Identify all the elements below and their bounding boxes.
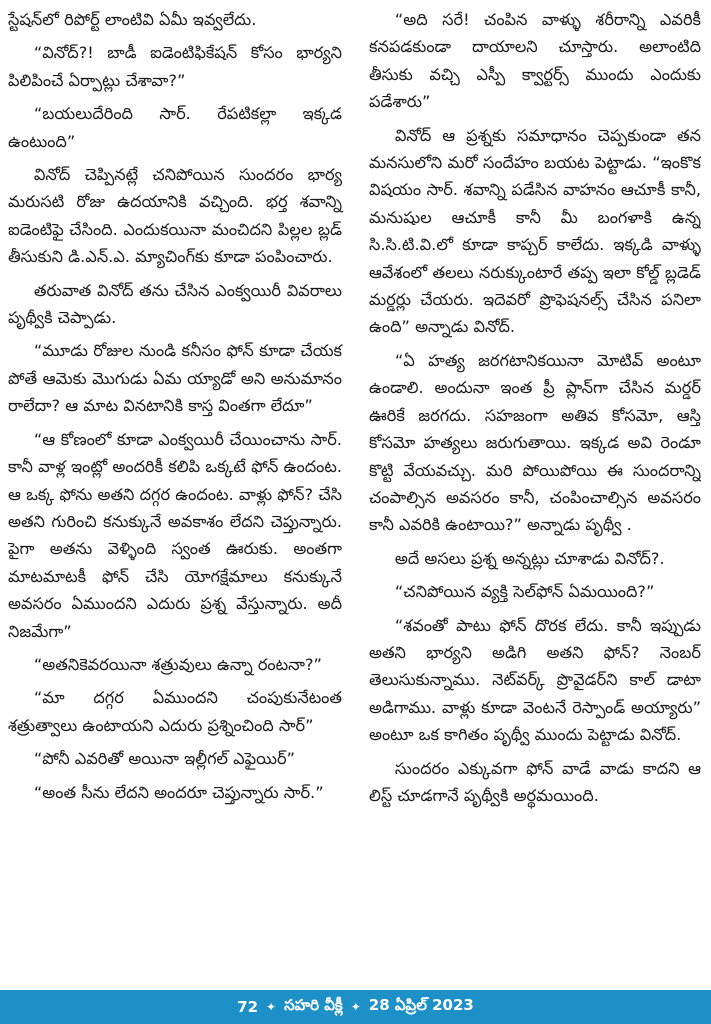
page-number: 72 — [237, 998, 259, 1016]
paragraph: “ఆ కోణంలో కూడా ఎంక్వయిరీ చేయించాను సార్. కానీ వాళ్ల ఇంట్లో అందరికీ కలిపి ఒక్కటే ఫోన్ ఉందంట. ఆ ఒక్క ఫోను అతని దగ్గర ఉందంట. వాళ్లు ఫోన్? చేసి అతని గురించి కనుక్కునే అవకాశం లేదని చెప్తున్నారు. పైగా అతను వెళ్ళింది స్వంత ఊరుకు. అంతగా మాటమాటకీ ఫోన్ చేసి యోగక్షేమాలు కనుక్కునే అవసరం ఏముందని ఎదురు ప్రశ్న వేస్తున్నారు. అదీ నిజమేగా” — [8, 429, 342, 641]
paragraph: “అంత సీను లేదని అందరూ చెప్తున్నారు సార్.” — [33, 782, 324, 802]
star-separator-icon: ✦ — [266, 1000, 277, 1014]
paragraph: స్టేషన్‌లో రిపోర్ట్ లాంటివి ఏమీ ఇవ్వలేదు. — [8, 10, 257, 29]
paragraph: “ఏ హత్య జరగటానికయినా మోటివ్ అంటూ ఉండాలి. అందునా ఇంత ప్రీ ప్లాన్‌గా చేసిన మర్డర్ ఊరికే జరగదు. సహజంగా అతివ కోసమో, ఆస్తి కోసమో హత్యలు జరుగుతాయి. ఇక్కడ అవి రెండూ కొట్టి వేయవచ్చు. మరి పోయిపోయి ఈ సుందరాన్ని చంపాల్సిన అవసరం కానీ, చంపించాల్సిన అవసరం కానీ ఎవరికి ఉంటాయి?” అన్నాడు పృథ్వీ . — [369, 350, 701, 535]
paragraph: “పోనీ ఎవరితో అయినా ఇల్లీగల్ ఎఫైయిర్” — [33, 749, 295, 769]
star-separator-icon: ✦ — [350, 1000, 361, 1014]
paragraph: “శవంతో పాటు ఫోన్ దొరక లేదు. కానీ ఇప్పుడు అతని భార్యని అడిగి అతని ఫోన్? నెంబర్ తెలుసుకున్నాము. నెట్‌వర్క్ ప్రొవైడర్‌ని కాల్ డాటా అడిగాము. వాళ్లు కూడా వెంటనే రెస్పాండ్ అయ్యారు” అంటూ ఒక కాగితం పృథ్వీ ముందు పెట్టాడు వినోద్. — [369, 615, 701, 745]
right-column — [365, 6, 701, 986]
paragraph: “వినోద్?! బాడీ ఐడెంటిఫికేషన్ కోసం భార్యని పిలిపించే ఏర్పాట్లు చేశావా?” — [8, 43, 342, 90]
paragraph: వినోద్ ఆ ప్రశ్నకు సమాధానం చెప్పకుండా తన మనసులోని మరో సందేహం బయట పెట్టాడు. “ఇంకొక విషయం సార్. శవాన్ని పడేసిన వాహనం ఆచూకీ కానీ, మనుషుల ఆచూకీ కానీ మీ బంగళాకి ఉన్న సి.సి.టి.వి.లో కూడా కాప్చర్ కాలేదు. ఇక్కడి వాళ్ళు ఆవేశంలో తలలు నరుక్కుంటారే తప్ప ఇలా కోల్డ్ బ్లడెడ్ మర్డర్లు చేయరు. ఇదెవరో ప్రొఫెషనల్స్ చేసిన పనిలా ఉంది” అన్నాడు వినోద్. — [369, 125, 701, 337]
paragraph: “చనిపోయిన వ్యక్తి సెల్‌ఫోన్ ఏమయింది?” — [394, 582, 655, 602]
magazine-name: సహరి వీక్లీ — [284, 996, 343, 1014]
paragraph: “అతనికెవరయినా శత్రువులు ఉన్నా రంటనా?” — [33, 654, 322, 674]
paragraph: వినోద్ చెప్పినట్లే చనిపోయిన సుందరం భార్య మరుసటి రోజు ఉదయానికి వచ్చింది. భర్త శవాన్ని ఐడెంటిఫై చేసింది. ఎందుకయినా మంచిదని పిల్లల బ్లడ్ తీసుకుని డి.ఎన్.ఎ. మ్యాచింగ్‌కు కూడా పంపించారు. — [8, 165, 342, 267]
paragraph: సుందరం ఎక్కువగా ఫోన్ వాడే వాడు కాదని ఆ లిస్ట్ చూడగానే పృథ్వీకి అర్థమయింది. — [369, 758, 701, 805]
paragraph: తరువాత వినోద్ తను చేసిన ఎంక్వయిరీ వివరాలు పృథ్వీకి చెప్పాడు. — [8, 280, 342, 328]
paragraph: “మూడు రోజుల నుండి కనీసం ఫోన్ కూడా చేయక పోతే ఆమెకు మొగుడు ఏమ య్యాడో అని అనుమానం రాలేదా? ఆ మాట వినటానికి కాస్త వింతగా లేదూ” — [8, 341, 342, 416]
paragraph: “అది సరే! చంపిన వాళ్ళు శరీరాన్ని ఎవరికీ కనపడకుండా దాయాలని చూస్తారు. అలాంటిది తీసుకు వచ్చి ఎస్పీ క్వార్టర్స్ ముందు ఎందుకు పడేశారు” — [369, 10, 701, 112]
page-footer — [0, 990, 711, 1024]
paragraph: “మా దగ్గర ఏముందని చంపుకునేటంత శత్రుత్వాలు ఉంటాయని ఎదురు ప్రశ్నించింది సార్” — [8, 688, 342, 735]
left-column — [8, 6, 344, 986]
issue-date: 28 ఏప్రిల్ 2023 — [368, 996, 474, 1014]
paragraph: “బయలుదేరింది సార్. రేపటికల్లా ఇక్కడ ఉంటుంది” — [8, 104, 342, 151]
paragraph: అదే అసలు ప్రశ్న అన్నట్లు చూశాడు వినోద్?. — [394, 548, 665, 568]
